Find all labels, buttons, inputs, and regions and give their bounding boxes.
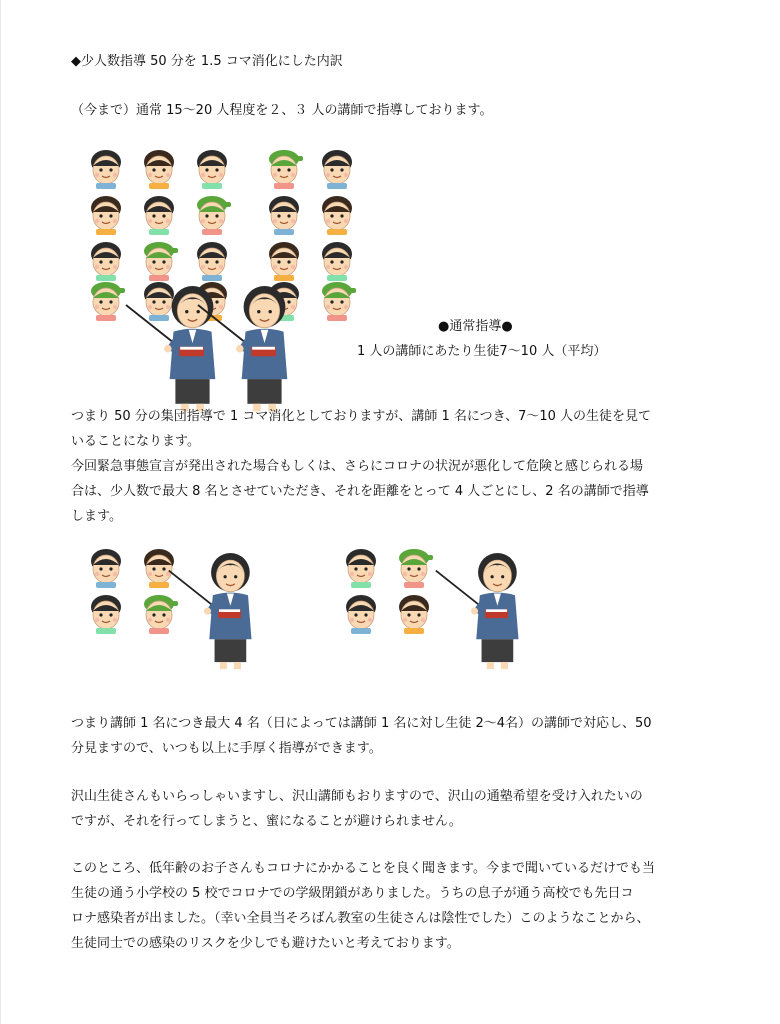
student-face-icon — [322, 242, 352, 281]
paragraph-4-line-1: このところ、低年齢のお子さんもコロナにかかることを良く聞きます。今まで聞いているだけでも当 — [71, 861, 655, 876]
student-face-icon — [144, 242, 178, 281]
paragraph-3-line-2: ですが、それを行ってしまうと、蜜になることが避けられません。 — [71, 814, 462, 829]
student-face-icon — [91, 282, 125, 321]
normal-caption-title: ●通常指導● — [438, 319, 513, 334]
teacher-b — [436, 553, 519, 669]
student-face-icon — [144, 150, 174, 189]
teacher-icon — [436, 553, 519, 669]
student-face-icon — [322, 282, 356, 321]
paragraph-4-line-4: 生徒同士での感染のリスクを少しでも避けたいと考えております。 — [71, 936, 460, 951]
teacher-icon — [169, 553, 252, 669]
student-group-b — [346, 549, 433, 634]
student-face-icon — [269, 196, 299, 235]
student-face-icon — [399, 595, 429, 634]
student-face-icon — [399, 549, 433, 588]
student-group-normal — [91, 150, 356, 321]
paragraph-2-line-2: 分見ますので、いつも以上に手厚く指導ができます。 — [71, 741, 382, 756]
student-face-icon — [269, 150, 303, 189]
student-face-icon — [322, 150, 352, 189]
teacher-a — [169, 553, 252, 669]
heading: ◆少人数指導 50 分を 1.5 コマ消化にした内訳 — [71, 54, 343, 69]
student-face-icon — [197, 196, 231, 235]
student-face-icon — [322, 196, 352, 235]
student-face-icon — [197, 150, 227, 189]
student-face-icon — [91, 242, 121, 281]
paragraph-2-line-1: つまり講師 1 名につき最大 4 名（日によっては講師 1 名に対し生徒 2～4名）の講師で対応し、50 — [71, 716, 652, 731]
paragraph-1-line-1: つまり 50 分の集団指導で 1 コマ消化としておりますが、講師 1 名につき、7～10 人の生徒を見て — [71, 409, 652, 424]
paragraph-3-line-1: 沢山生徒さんもいらっしゃいますし、沢山講師もおりますので、沢山の通塾希望を受け入れたいの — [71, 789, 643, 804]
paragraph-4-line-3: ロナ感染者が出ました。（幸い全員当そろばん教室の生徒さんは陰性でした）このようなことから、 — [71, 911, 650, 926]
student-face-icon — [346, 595, 376, 634]
student-face-icon — [346, 549, 376, 588]
paragraph-1-line-3: 今回緊急事態宣言が発出された場合もしくは、さらにコロナの状況が悪化して危険と感じられる場 — [71, 459, 644, 474]
student-face-icon — [91, 150, 121, 189]
student-face-icon — [91, 196, 121, 235]
student-face-icon — [144, 549, 174, 588]
small-group-illustration-a — [86, 545, 266, 675]
student-group-a — [91, 549, 178, 634]
student-face-icon — [144, 595, 178, 634]
student-face-icon — [144, 282, 174, 321]
student-face-icon — [91, 595, 121, 634]
paragraph-1-line-5: します。 — [71, 509, 122, 524]
student-face-icon — [269, 242, 299, 281]
small-group-illustration-b — [341, 545, 531, 675]
normal-caption-detail: 1 人の講師にあたり生徒7～10 人（平均） — [357, 344, 607, 359]
student-face-icon — [197, 242, 227, 281]
student-face-icon — [144, 196, 174, 235]
normal-class-illustration — [86, 148, 386, 408]
student-face-icon — [91, 549, 121, 588]
paragraph-1-line-2: いることになります。 — [71, 434, 200, 449]
paragraph-1-line-4: 合は、少人数で最大 8 名とさせていただき、それを距離をとって 4 人ごとにし、2 名の講師で指導 — [71, 484, 649, 499]
intro-text: （今まで）通常 15～20 人程度を２、３ 人の講師で指導しております。 — [71, 103, 493, 118]
paragraph-4-line-2: 生徒の通う小学校の 5 校でコロナでの学級閉鎖がありました。うちの息子が通う高校でも先日コ — [71, 886, 634, 901]
